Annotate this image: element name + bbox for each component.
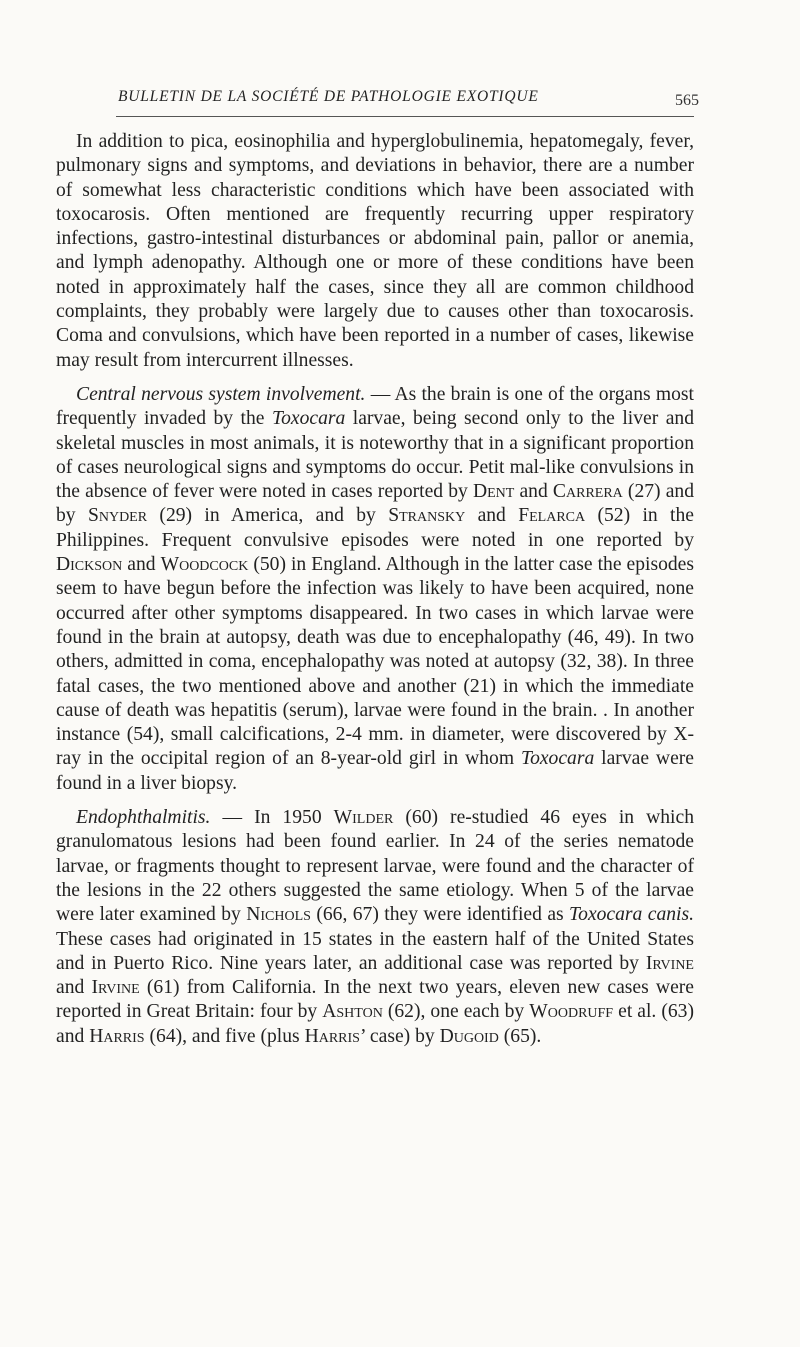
text-run: These cases had originated in 15 states in the eastern half of the United States and in Puerto Rico. Nine years later, an additional case was reported by [56,928,694,974]
author-name: Wilder [333,807,394,829]
text-run: (29) in America, and by [147,505,389,527]
paragraph-symptoms: In addition to pica, eosinophilia and hyperglobulinemia, hepatomegaly, fever, pulmonary signs and symptoms, and deviations in behavior, there are a number of somewhat less characteristic conditions which have been associated with toxocarosis. Often mentioned are frequently recurring upper respiratory infections, gastro-intestinal disturbances or abdominal pain, pallor or anemia, and lymph adenopathy. Although one or more of these conditions have been noted in approximately half the cases, since they all are common childhood complaints, they probably were largely due to causes other than toxocarosis. Coma and convulsions, which have been reported in a number of cases, likewise may result from intercurrent illnesses. [56,131,694,371]
text-run: (60) re-studied 46 eyes in which granulomatous lesions had been found earlier. In 24 of the series nematode larvae, or fragments thought to represent larvae, were found and the character of the lesions in the 22 others suggested the same etiology. When 5 of the larvae were later examined by [56,807,694,926]
text-run: (64), and five (plus [144,1025,305,1047]
author-name: Nichols [246,904,311,926]
author-name: Carrera [552,481,623,503]
author-name: Dugoid [439,1025,499,1047]
text-run: — In 1950 [210,807,334,829]
text-run: and [514,481,553,503]
text-run: (62), one each by [382,1001,530,1023]
text-run: (66, 67) they were identified as [310,904,570,926]
author-name: Ashton [322,1001,383,1023]
text-run: and [122,554,161,576]
author-name: Felarca [518,505,586,527]
article-body [56,130,694,1049]
text-run: (52) in the Philippines. Frequent convulsive episodes were noted in one reported by [56,505,694,551]
genus-name: Toxocara [520,748,595,770]
section-heading-cns: Central nervous system involvement. [76,383,366,405]
page-number: 565 [675,92,699,109]
text-run: (50) in England. Although in the latter case the episodes seem to have begun before the infection was likely to have been acquired, none occurred after other symptoms disappeared. In two cases in which larvae were found in the brain at autopsy, death was due to encephalopathy (46, 49). In two others, admitted in coma, encephalopathy was noted at autopsy (32, 38). In three fatal cases, the two mentioned above and another (21) in which the immediate cause of death was hepatitis (serum), larvae were found in the brain. . In another instance (54), small calcifications, 2-4 mm. in diameter, were discovered by X-ray in the occipital region of an 8-year-old girl in whom [56,554,694,770]
author-name: Irvine [91,977,140,999]
text-run: (61) from California. In the next two years, eleven new cases were reported in Great Britain: four by [56,977,694,1023]
text-run: (27) and by [56,481,694,527]
author-name: Harris [89,1025,145,1047]
author-name: Stransky [388,505,466,527]
text-run: — As the brain is one of the organs most frequently invaded by the [56,383,695,430]
paragraph-endophthalmitis [56,806,694,1049]
author-name: Dent [472,481,515,503]
species-name: Toxocara canis. [569,904,695,926]
section-heading-endophthalmitis: Endophthalmitis. [76,807,211,829]
author-name: Irvine [645,952,694,974]
text-run: and [56,977,92,999]
text-run: and [465,505,519,527]
author-name: Harris [304,1025,360,1047]
author-name: Woodruff [529,1001,614,1023]
header-rule [116,116,694,117]
text-run: et al. (63) and [56,1001,694,1047]
author-name: Snyder [87,505,148,527]
text-run: larvae, being second only to the liver and skeletal muscles in most animals, it is noteworthy that in a significant proportion of cases neurological signs and symptoms do occur. Petit mal-like convulsions in the absence of fever were noted in cases reported by [56,408,695,503]
text-run: (65). [498,1025,542,1047]
author-name: Woodcock [160,554,249,576]
paragraph-cns [56,383,694,796]
text-run: ’ case) by [359,1025,440,1047]
genus-name: Toxocara [271,408,346,430]
running-title: BULLETIN DE LA SOCIÉTÉ DE PATHOLOGIE EXOTIQUE [118,88,539,105]
text-run: larvae were found in a liver biopsy. [56,748,694,794]
author-name: Dickson [56,554,123,576]
